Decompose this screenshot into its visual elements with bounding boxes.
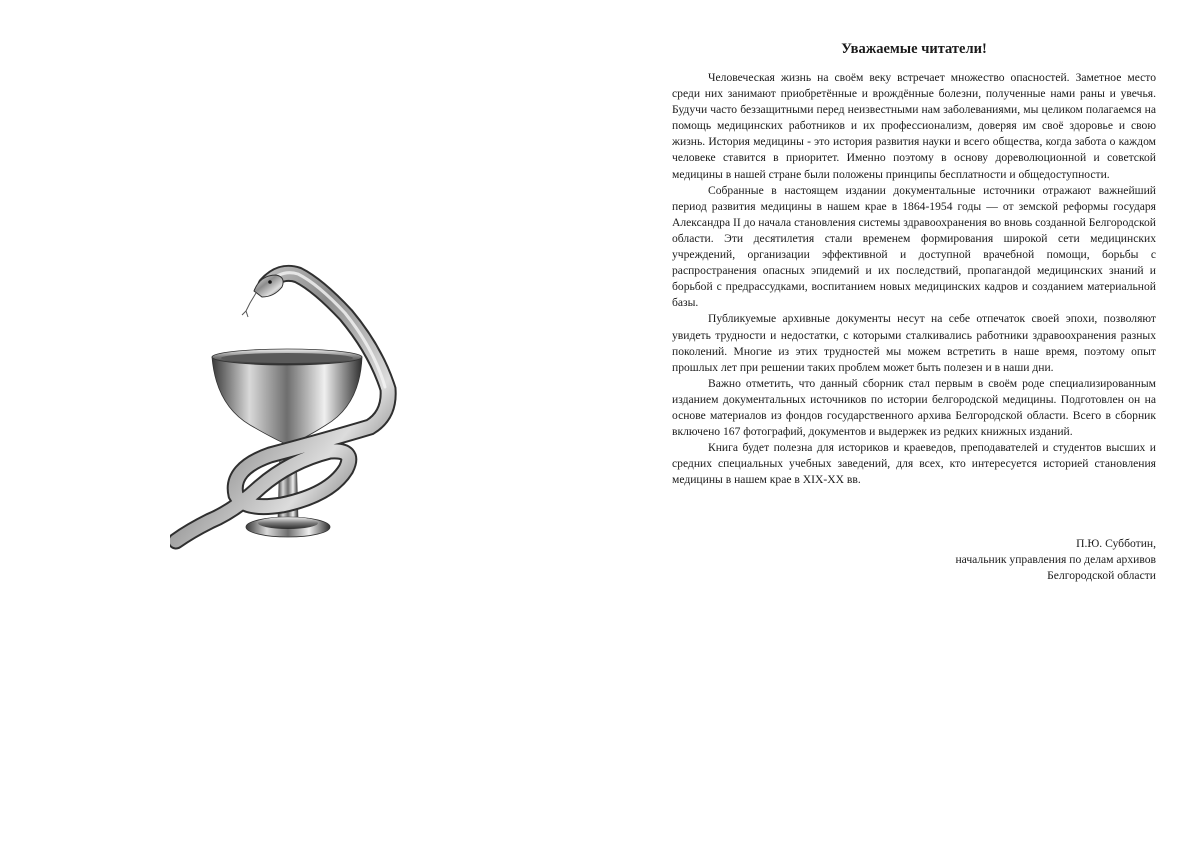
bowl-of-hygieia-icon [170, 255, 410, 555]
letter-body [672, 70, 1156, 488]
signature-position: начальник управления по делам архивов [955, 553, 1156, 567]
signature-name: П.Ю. Субботин, [1076, 537, 1156, 550]
paragraph: Важно отметить, что данный сборник стал первым в своём роде специализированным изданием документальных источников по истории белгородской медицины. Подготовлен он на основе материалов из фондов государственного архива Белгородской области. Всего в сборник включено 167 фотографий, документов и выдержек из редких книжных изданий. [672, 376, 1156, 439]
page-title: Уважаемые читатели! [841, 41, 987, 57]
signature-region: Белгородской области [1047, 569, 1156, 583]
paragraph: Собранные в настоящем издании документальные источники отражают важнейший период развития медицины в нашем крае в 1864-1954 годы — от земской реформы государя Александра II до начала становления системы здравоохранения во вновь созданной Белгородской области. Эти десятилетия стали временем формирования широкой сети медицинских учреждений, организации эффективной и доступной врачебной помощи, борьбы с распространения опасных эпидемий и их последствий, пропагандой медицинских знаний и борьбой с предрассудками, воспитанием новых медицинских кадров и созданием материальной базы. [672, 183, 1156, 310]
paragraph: Книга будет полезна для историков и краеведов, преподавателей и студентов высших и средних специальных учебных заведений, для всех, кто интересуется историей становления медицины в нашем крае в XIX-XX вв. [672, 441, 1156, 487]
paragraph: Публикуемые архивные документы несут на себе отпечаток своей эпохи, позволяют увидеть трудности и недостатки, с которыми сталкивались работники здравоохранения разных поколений. Многие из этих трудностей мы можем встретить в наше время, поэтому опыт прошлых лет при решении таких проблем может быть полезен и в наши дни. [672, 312, 1156, 374]
signature [856, 536, 1156, 584]
right-page [600, 0, 1200, 849]
paragraph: Человеческая жизнь на своём веку встречает множество опасностей. Заметное место среди них занимают приобретённые и врождённые болезни, полученные нами раны и увечья. Будучи часто беззащитными перед неизвестными нам заболеваниями, мы целиком полагаемся на помощь медицинских работников и их профессионализм, доверяя им своё здоровье и свою жизнь. История медицины - это история развития науки и всего общества, когда забота о каждом человеке ставится в приоритет. Именно поэтому в основу дореволюционной и советской медицины в нашей стране были положены принципы бесплатности и общедоступности. [672, 71, 1156, 181]
